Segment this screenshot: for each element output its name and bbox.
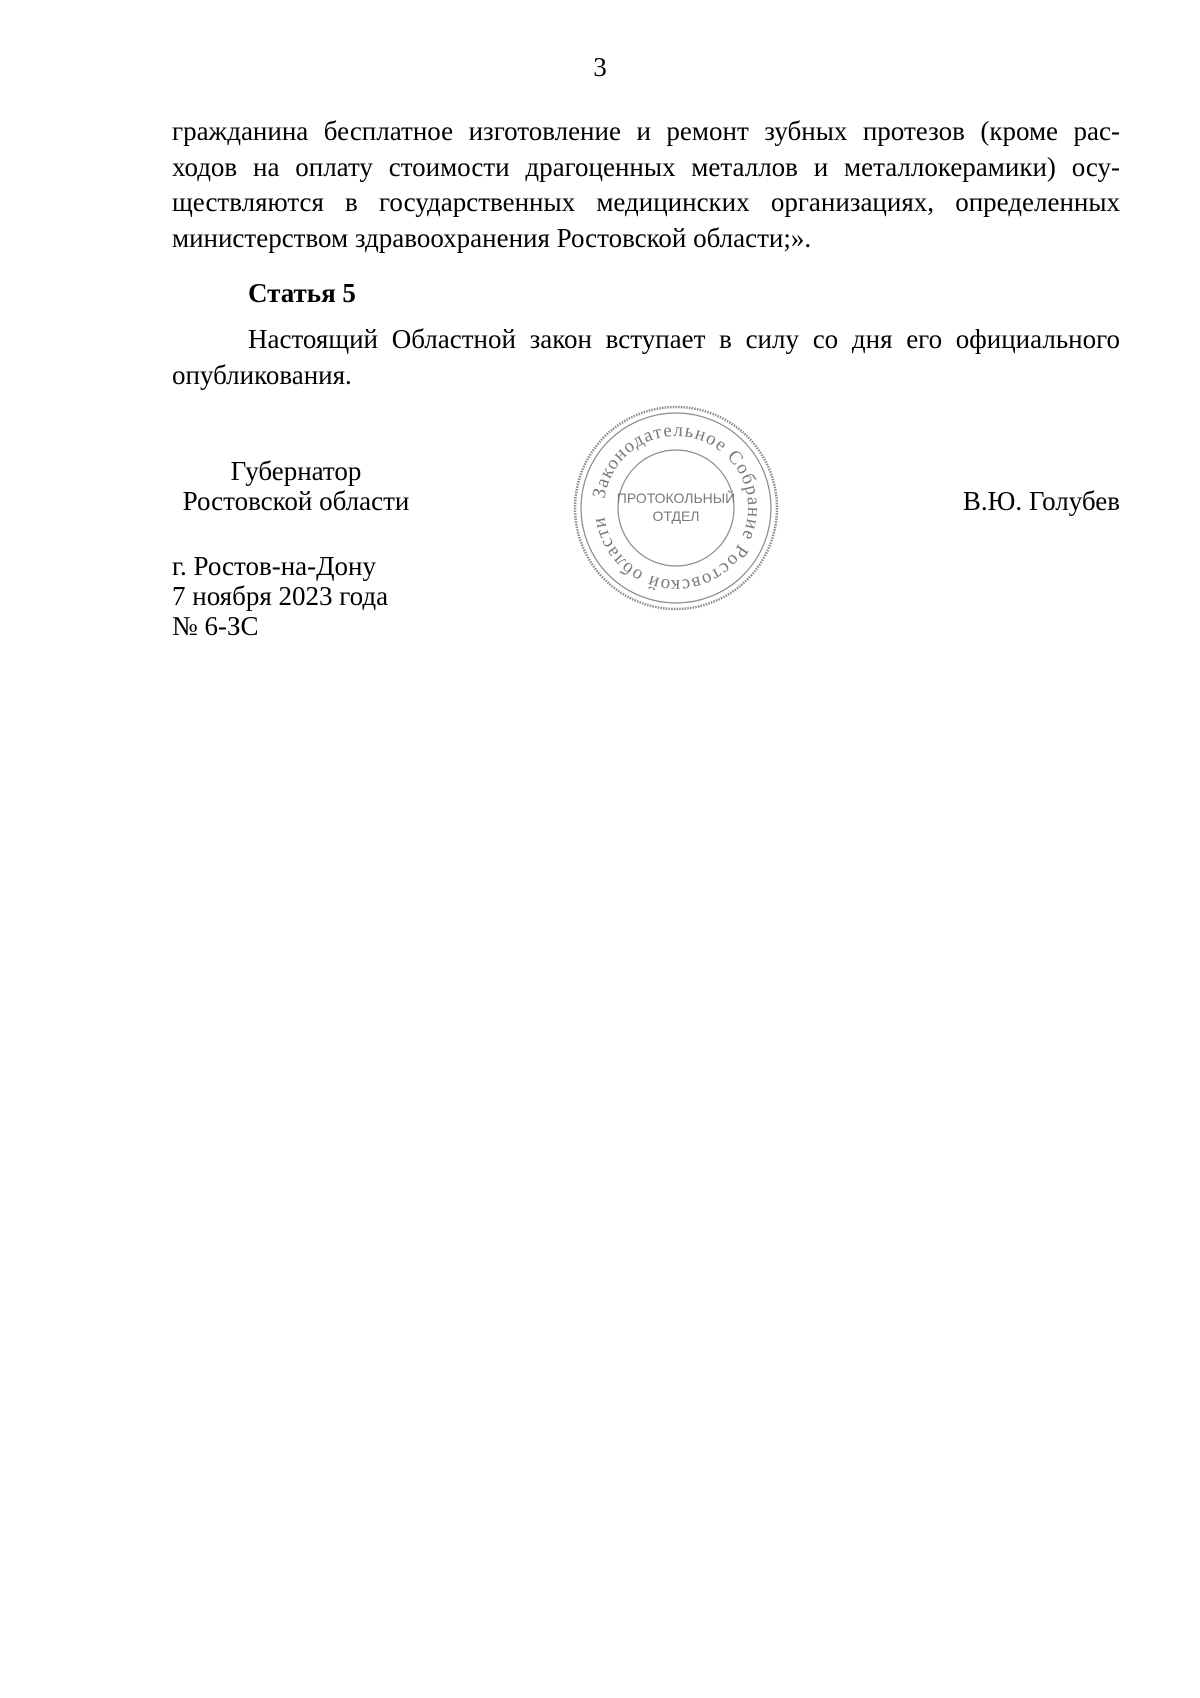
body-line: ществляются в государственных медицинских организациях, определенных bbox=[172, 187, 1120, 217]
body-paragraph bbox=[172, 114, 1120, 256]
stamp-center-line2: ОТДЕЛ bbox=[652, 508, 700, 524]
stamp-ring-text: Законодательное Собрание Ростовской области bbox=[588, 419, 765, 597]
article-line: опубликования. bbox=[172, 359, 352, 390]
article-title: Статья 5 bbox=[248, 278, 356, 308]
article-line: Настоящий Областной закон вступает в силу со дня его официального bbox=[248, 324, 1120, 354]
official-stamp bbox=[571, 403, 781, 613]
governor-position-line2: Ростовской области bbox=[182, 486, 410, 516]
governor-position bbox=[172, 456, 420, 516]
law-date: 7 ноября 2023 года bbox=[172, 581, 389, 611]
governor-position-line1: Губернатор bbox=[230, 456, 362, 486]
page-number: 3 bbox=[593, 52, 607, 82]
stamp-center-line1: ПРОТОКОЛЬНЫЙ bbox=[616, 490, 736, 506]
city: г. Ростов-на-Дону bbox=[172, 551, 377, 581]
signer-name: В.Ю. Голубев bbox=[962, 486, 1120, 516]
law-number: № 6-ЗС bbox=[172, 611, 259, 641]
body-line: министерством здравоохранения Ростовской области;». bbox=[172, 222, 812, 253]
body-line: ходов на оплату стоимости драгоценных металлов и металлокерамики) осу- bbox=[172, 151, 1120, 182]
place-date-number bbox=[172, 551, 388, 641]
body-line: гражданина бесплатное изготовление и ремонт зубных протезов (кроме рас- bbox=[172, 116, 1120, 146]
article-paragraph bbox=[172, 322, 1120, 393]
stamp-seal-icon bbox=[571, 403, 781, 613]
